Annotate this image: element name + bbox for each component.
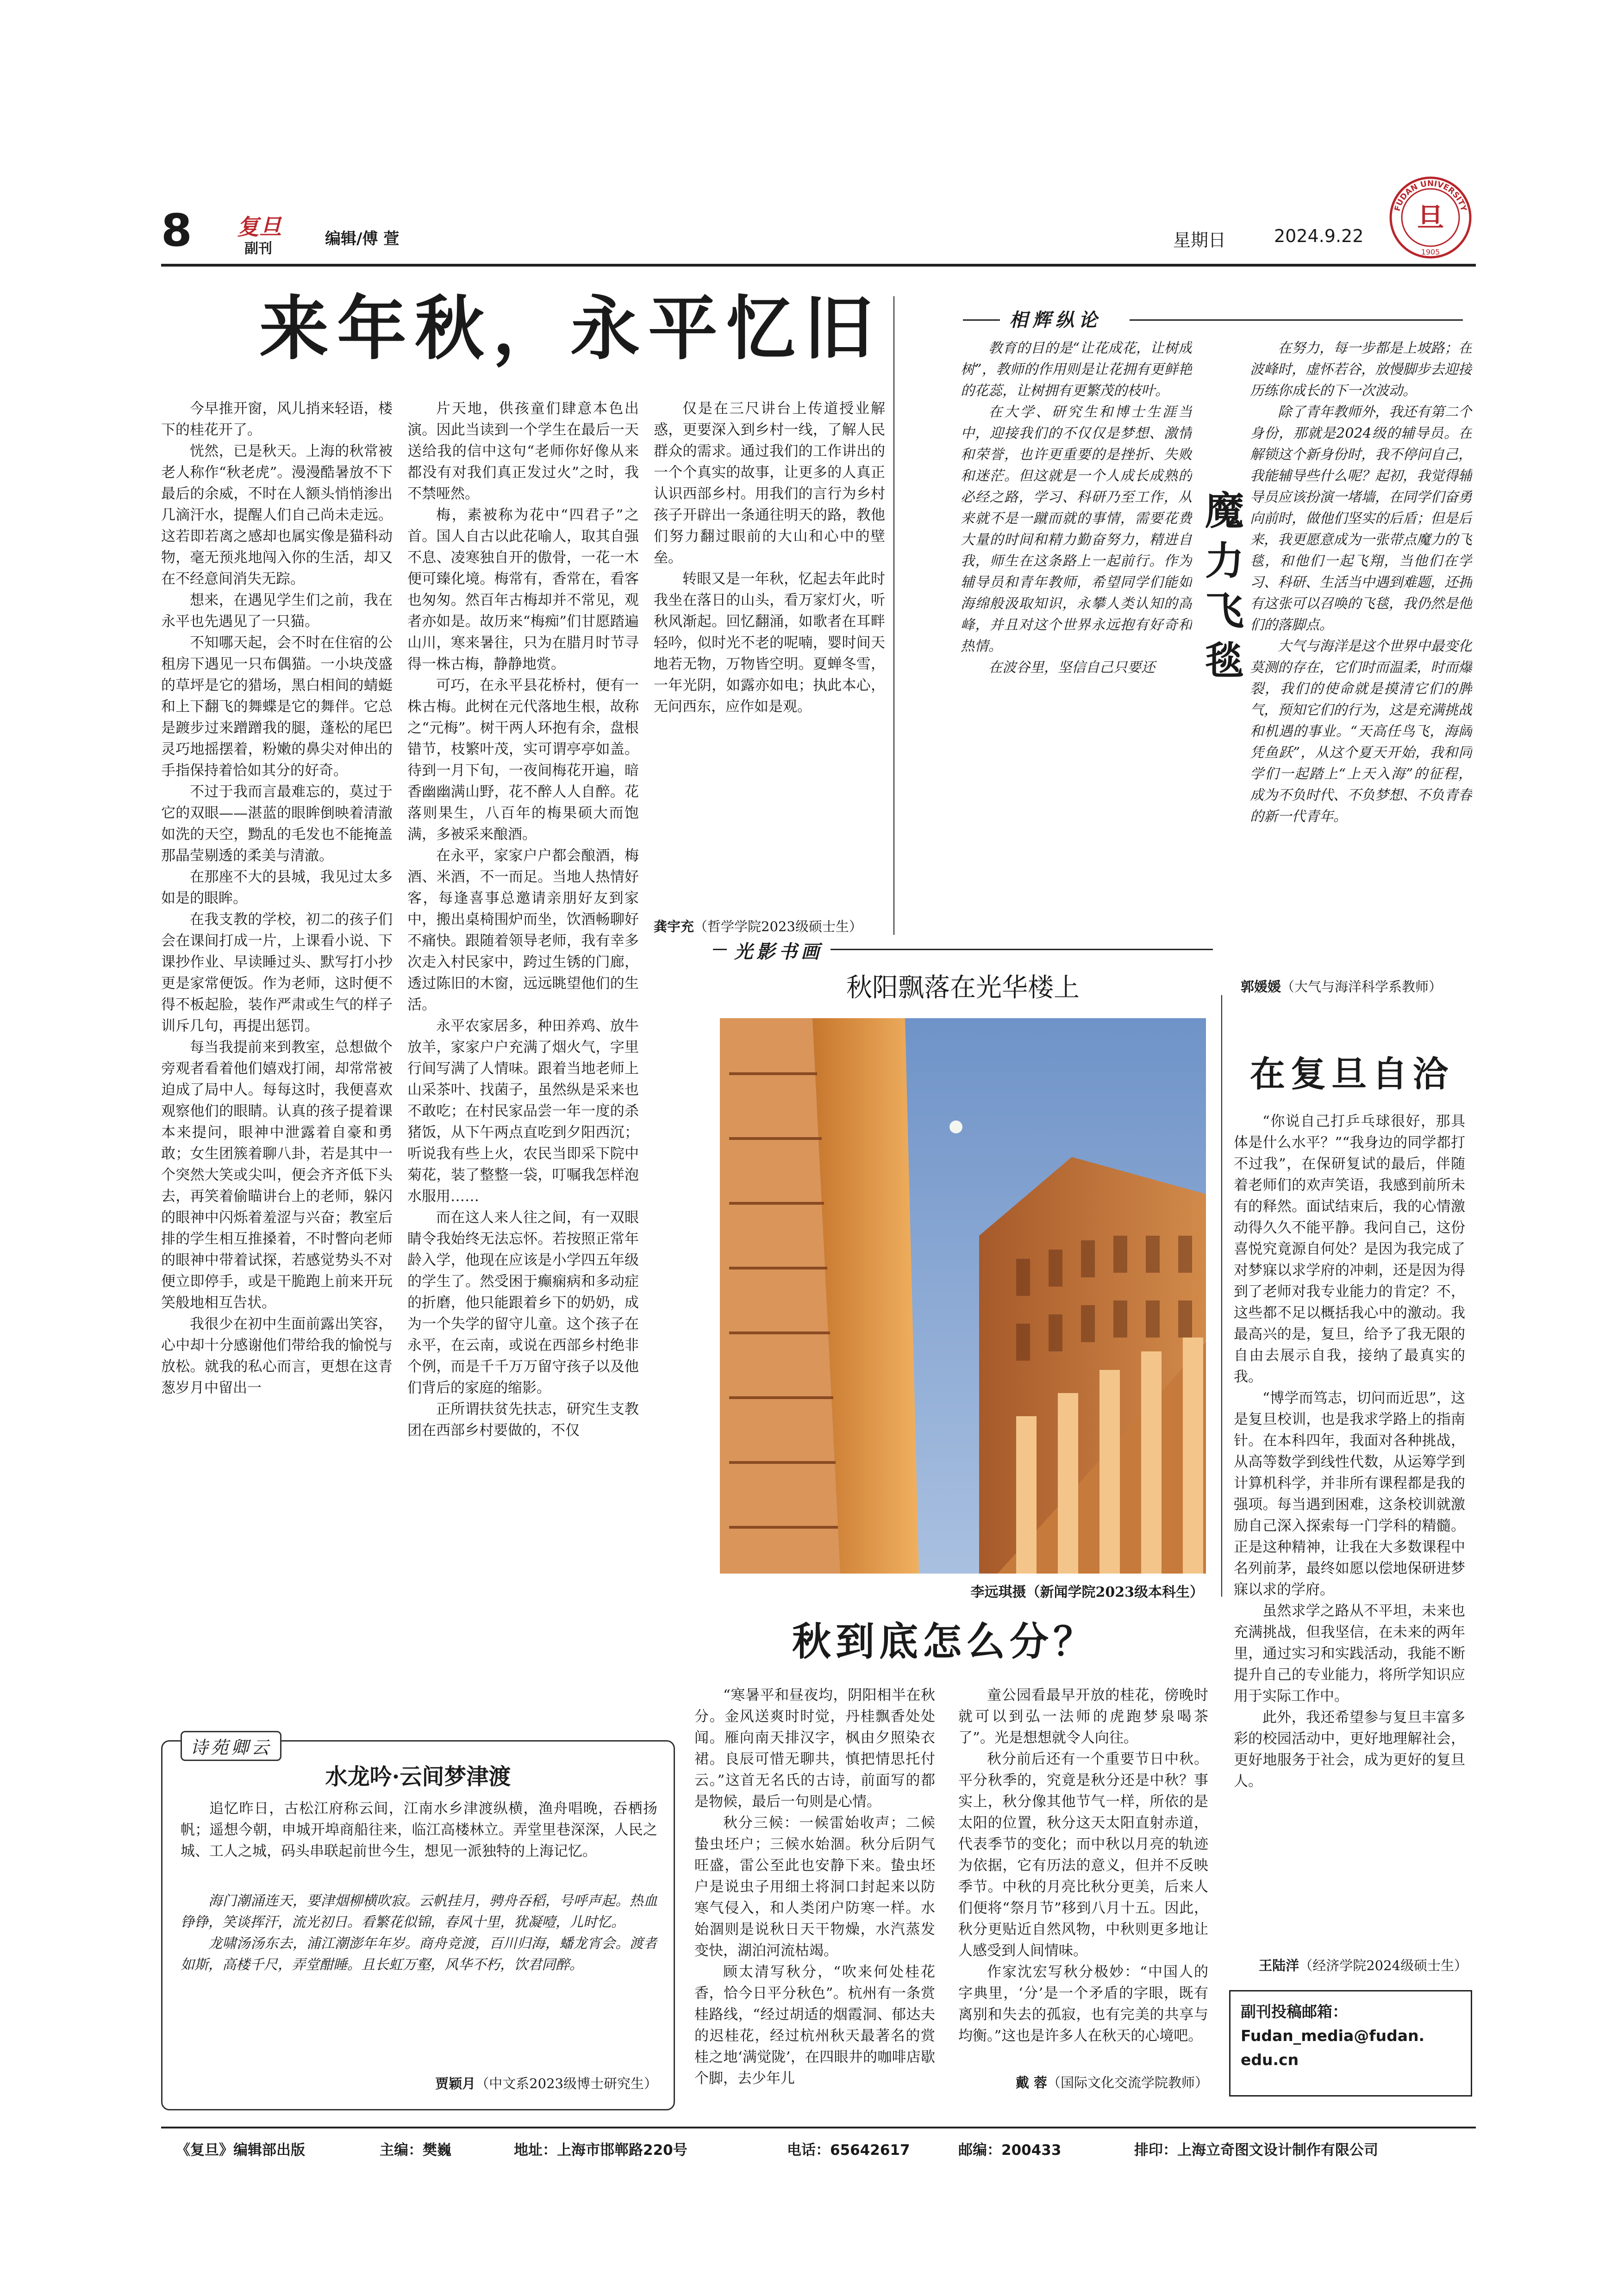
- xianghui-rule-right: [1130, 319, 1463, 321]
- editor-credit: 编辑/傅 萱: [325, 230, 400, 248]
- xianghui-col1: 教育的目的是“让花成花，让树成树”，教师的作用则是让花拥有更鲜艳的花蕊，让树拥有更繁茂的枝叶。 在大学、研究生和博士生涯当中，迎接我们的不仅仅是梦想、激情和荣誉，也许更重要的是挫折、失败和迷茫。但这就是一个人成长成熟的必经之路，学习、科研乃至工作，从来就不是一蹴而就的事情，需要花费大量的时间和精力勤奋努力，精进自我，师生在这条路上一起前行。作为辅导员和青年教师，希望同学们能如海绵般汲取知识，永攀人类认知的高峰，并且对这个世界永远抱有好奇和热情。 在波谷里，坚信自己只要还: [961, 340, 1192, 676]
- svg-text:1905: 1905: [1421, 248, 1440, 256]
- contribution-email-2: edu.cn: [1241, 2051, 1299, 2069]
- autumn-col2: 童公园看最早开放的桂花，傍晚时就可以到弘一法师的虎跑梦泉喝茶了”。光是想想就令人向往。 秋分前后还有一个重要节日中秋。平分秋季的，究竟是秋分还是中秋？事实上，秋分像其他节气一样，所依的是太阳的位置，秋分这天太阳直射赤道，代表季节的变化；而中秋以月亮的轨迹为依据，它有历法的意义，但并不反映季节。中秋的月亮比秋分更美，后来人们便将“祭月节”移到八月十五。因此，秋分更贴近自然风物，中秋则更多地让人感受到人间情味。 作家沈宏写秋分极妙：“中国人的字典里，‘分’是一个矛盾的字眼，既有离别和失去的孤寂，也有完美的共享与均衡。”这也是许多人在秋天的心境吧。: [958, 1687, 1208, 2044]
- poem-verses: 海门潮涌连天，要津烟柳横吹寂。云帆挂月，骋舟吞稻，号呼声起。热血铮铮，笑谈挥汗，流光初日。看繁花似锦，春风十里，犹凝噎，儿时忆。 龙啸汤汤东去，浦江潮澎年年岁。商舟竞渡，百川归海，蟠龙宵会。渡者如斯，高楼千尺，弄堂酣睡。且长虹万壑，风华不朽，饮君同醉。: [181, 1893, 657, 1973]
- poem-intro: 追忆昨日，古松江府称云间，江南水乡津渡纵横，渔舟唱晚，吞栖扬帆；遥想今朝，申城开埠商船往来，临江高楼林立。弄堂里巷深深，人民之城、工人之城，码头串联起前世今生，想见一派独特的上海记忆。: [181, 1800, 657, 1860]
- masthead-section: 副刊: [244, 241, 272, 257]
- photo-title: 秋阳飘落在光华楼上: [846, 973, 1080, 1003]
- col-divider: [893, 296, 894, 935]
- xianghui-title: 魔 力 飞 毯: [1205, 488, 1244, 684]
- autumn-col1: “寒暑平和昼夜均，阴阳相半在秋分。金风送爽时时觉，丹桂飘香处处闻。雁向南天排汉字，枫由夕照染衣裙。良辰可惜无聊共，慎把情思托付云。”这首无名氏的古诗，前面写的都是物候，最后一句则是心情。 秋分三候：一候雷始收声；二候蛰虫坯户；三候水始涸。秋分后阴气旺盛，雷公至此也安静下来。蛰虫坯户是说虫子用细土将洞口封起来以防寒气侵入，和人类闭户防寒一样。水始涸则是说秋日天干物燥，水汽蒸发变快，湖泊河流枯竭。 顾太清写秋分，“吹来何处桂花香，恰今日平分秋色”。杭州有一条赏桂路线，“经过胡适的烟霞洞、郁达夫的迟桂花，经过杭州秋天最著名的赏桂之地‘满觉陇’，在四眼井的咖啡店歇个脚，去少年儿: [694, 1687, 935, 2087]
- xianghui-byline: 郭媛媛（大气与海洋科学系教师）: [1241, 979, 1443, 995]
- xianghui-col2: 在努力，每一步都是上坡路；在波峰时，虚怀若谷，放慢脚步去迎接历练你成长的下一次波动。 除了青年教师外，我还有第二个身份，那就是2024级的辅导员。在解锁这个新身份时，我不停问自己，我能辅导些什么呢？起初，我觉得辅导员应该扮演一堵墙，在同学们奋勇向前时，做他们坚实的后盾；但是后来，我更愿意成为一张带点魔力的飞毯，和他们一起飞翔，当他们在学习、科研、生活当中遇到难题，还拥有这张可以召唤的飞毯，我仍然是他们的落脚点。 大气与海洋是这个世界中最变化莫测的存在，它们时而温柔，时而爆裂，我们的使命就是摸清它们的脾气，预知它们的行为，这是充满挑战和机遇的事业。“天高任鸟飞，海阔凭鱼跃”，从这个夏天开始，我和同学们一起踏上“上天入海”的征程，成为不负时代、不负梦想、不负青春的新一代青年。: [1250, 340, 1472, 825]
- photo-image: [720, 1018, 1206, 1574]
- photo-label: 光影书画: [727, 937, 831, 964]
- fudan-seal: [1389, 176, 1472, 259]
- autumn-title: 秋到底怎么分？: [792, 1618, 1097, 1664]
- footer-publisher: 《复旦》编辑部出版: [176, 2142, 305, 2159]
- contribution-box: [1229, 1990, 1472, 2097]
- masthead-paper-name: 复旦: [237, 214, 282, 240]
- footer-rule: [161, 2127, 1476, 2128]
- zaifudan-title: 在复旦自洽: [1250, 1053, 1454, 1095]
- poem-byline: 贾颖月（中文系2023级博士研究生）: [435, 2076, 657, 2091]
- poem-title: 水龙吟·云间梦津渡: [325, 1764, 511, 1790]
- footer-address: 地址：上海市邯郸路220号: [514, 2142, 687, 2159]
- fudan-seal-icon: [1389, 176, 1472, 259]
- header-date: 2024.9.22: [1274, 226, 1364, 246]
- zaifudan-body: “你说自己打乒乓球很好，那具体是什么水平？”“我身边的同学都打不过我”，在保研复试的最后，伴随着老师们的欢声笑语，我感到前所未有的释然。面试结束后，我的心情激动得久久不能平静。我问自己，这份喜悦究竟源自何处？是因为我完成了对梦寐以求学府的冲刺，还是因为得到了老师对我专业能力的肯定？不，这些都不足以概括我心中的激动。我最高兴的是，复旦，给予了我无限的自由去展示自我，接纳了最真实的我。 “博学而笃志，切问而近思”，这是复旦校训，也是我求学路上的指南针。在本科四年，我面对各种挑战，从高等数学到线性代数，从运筹学到计算机科学，并非所有课程都是我的强项。每当遇到困难，这条校训就激励自己深入探索每一门学科的精髓。正是这种精神，让我在大多数课程中名列前茅，最终如愿以偿地保研进梦寐以求的学府。 虽然求学之路从不平坦，未来也充满挑战，但我坚信，在未来的两年里，通过实习和实践活动，我能不断提升自己的专业能力，将所学知识应用于实际工作中。 此外，我还希望参与复旦丰富多彩的校园活动中，更好地理解社会，更好地服务于社会，成为更好的复旦人。: [1234, 1113, 1465, 1790]
- footer-layout: 排印：上海立奇图文设计制作有限公司: [1134, 2142, 1378, 2159]
- autumn-byline: 戴 蓉（国际文化交流学院教师）: [1015, 2075, 1208, 2091]
- main-article-col2: 片天地，供孩童们肆意本色出演。因此当读到一个学生在最后一天送给我的信中这句“老师你好像从来都没有对我们真正发过火”之时，我不禁哑然。 梅，素被称为花中“四君子”之首。国人自古以此花喻人，取其自强不息、凌寒独自开的傲骨，一花一木便可臻化境。梅常有，香常在，看客也匆匆。然百年古梅却并不常见，观者亦如是。故历来“梅痴”们甘愿踏遍山川，寒来暑往，只为在腊月时节寻得一株古梅，静静地赏。 可巧，在永平县花桥村，便有一株古梅。此树在元代落地生根，故称之“元梅”。树干两人环抱有余，盘根错节，枝繁叶茂，实可谓亭亭如盖。待到一月下旬，一夜间梅花开遍，暗香幽幽满山野，花不醉人人自醉。花落则果生，八百年的梅果硕大而饱满，多被采来酿酒。 在永平，家家户户都会酿酒，梅酒、米酒，不一而足。当地人热情好客，每逢喜事总邀请亲朋好友到家中，搬出桌椅围炉而坐，饮酒畅聊好不痛快。跟随着领导老师，我有幸多次走入村民家中，跨过生锈的门廊，透过陈旧的木窗，远远眺望他们的生活。 永平农家居多，种田养鸡、放牛放羊，家家户户充满了烟火气，字里行间写满了人情味。跟着当地老师上山采茶叶、找菌子，虽然纵是采来也不敢吃；在村民家品尝一年一度的杀猪饭，从下午两点直吃到夕阳西沉；听说我有些上火，农民当即采下院中菊花，装了整整一袋，叮嘱我怎样泡水服用…… 而在这人来人往之间，有一双眼睛令我始终无法忘怀。若按照正常年龄入学，他现在应该是小学四五年级的学生了。然受困于癫痫病和多动症的折磨，他只能跟着乡下的奶奶，成为一个失学的留守儿童。这个孩子在永平，在云南，或说在西部乡村绝非个例，而是千千万万留守孩子以及他们背后的家庭的缩影。 正所谓扶贫先扶志，研究生支教团在西部乡村要做的，不仅: [407, 400, 639, 1439]
- photo-divider: [1221, 995, 1222, 1597]
- building-photo-illustration: [720, 1018, 1206, 1574]
- footer-postcode: 邮编：200433: [958, 2142, 1062, 2159]
- svg-text:旦: 旦: [1417, 202, 1444, 233]
- main-article-col3: 仅是在三尺讲台上传道授业解惑，更要深入到乡村一线，了解人民群众的需求。通过我们的工作讲出的一个个真实的故事，让更多的人真正认识西部乡村。用我们的言行为乡村孩子开辟出一条通往明天的路，教他们努力翻过眼前的大山和心中的壁垒。 转眼又是一年秋，忆起去年此时我坐在落日的山头，看万家灯火，听秋风渐起。回忆翻涌，如歌者在耳畔轻吟，似时光不老的呢喃，婴时间天地若无物，万物皆空明。夏蝉冬雪，一年光阴，如露亦如电；执此本心，无问西东，应作如是观。: [654, 400, 885, 715]
- xianghui-label: 相辉纵论: [1009, 309, 1102, 331]
- header-weekday: 星期日: [1173, 230, 1226, 250]
- poem-label: 诗苑卿云: [181, 1731, 281, 1761]
- header-rule: [161, 264, 1476, 267]
- xianghui-rule-left: [963, 319, 1000, 321]
- photo-credit: 李远琪摄（新闻学院2023级本科生）: [970, 1584, 1204, 1600]
- contribution-title: 副刊投稿邮箱：: [1241, 2003, 1348, 2021]
- main-article-col1: 今早推开窗，风儿捎来轻语，楼下的桂花开了。 恍然，已是秋天。上海的秋常被老人称作“秋老虎”。漫漫酷暑放不下最后的余威，不时在人额头悄悄渗出几滴汗水，提醒人们自己尚未走远。这若即若离之感却也属实像是猫科动物，毫无预兆地闯入你的生活，却又在不经意间消失无踪。 想来，在遇见学生们之前，我在永平也先遇见了一只猫。 不知哪天起，会不时在住宿的公租房下遇见一只布偶猫。一小块茂盛的草坪是它的猎场，黑白相间的蜻蜓和上下翻飞的舞蝶是它的舞伴。它总是踱步过来蹭蹭我的腿，蓬松的尾巴灵巧地摇摆着，粉嫩的鼻尖对伸出的手指保持着恰如其分的好奇。 不过于我而言最难忘的，莫过于它的双眼——湛蓝的眼眸倒映着清澈如洗的天空，黝乱的毛发也不能掩盖那晶莹剔透的柔美与清澈。 在那座不大的县城，我见过太多如是的眼眸。 在我支教的学校，初二的孩子们会在课间打成一片，上课看小说、下课抄作业、早读睡过头、默写打小抄更是家常便饭。作为老师，这时便不得不板起脸，装作严肃或生气的样子训斥几句，再提出惩罚。 每当我提前来到教室，总想做个旁观者看着他们嬉戏打闹，却常常被迫成了局中人。每每这时，我便喜欢观察他们的眼睛。认真的孩子提着课本来提问，眼神中泄露着自豪和勇敢；女生团簇着聊八卦，若是其中一个突然大笑或尖叫，便会齐齐低下头去，再笑着偷瞄讲台上的老师，躲闪的眼神中闪烁着羞涩与兴奋；教室后排的学生相互推搡着，不时瞥向老师的眼神中带着试探，若感觉势头不对便立即停手，或是干脆跑上前来开玩笑般地相互告状。 我很少在初中生面前露出笑容，心中却十分感谢他们带给我的愉悦与放松。就我的私心而言，更想在这青葱岁月中留出一: [161, 400, 393, 1396]
- zaifudan-byline: 王陆洋（经济学院2024级硕士生）: [1259, 1958, 1468, 1973]
- svg-text:FUDAN UNIVERSITY: FUDAN UNIVERSITY: [1393, 179, 1468, 212]
- main-article-byline: 龚宇充（哲学学院2023级硕士生）: [654, 919, 862, 934]
- contribution-email-1: Fudan_media@fudan.: [1241, 2027, 1425, 2045]
- main-article-title: 来年秋，永平忆旧: [259, 288, 882, 369]
- page-number: 8: [161, 205, 192, 256]
- footer-phone: 电话：65642617: [787, 2142, 910, 2159]
- footer-chief: 主编：樊巍: [380, 2142, 451, 2159]
